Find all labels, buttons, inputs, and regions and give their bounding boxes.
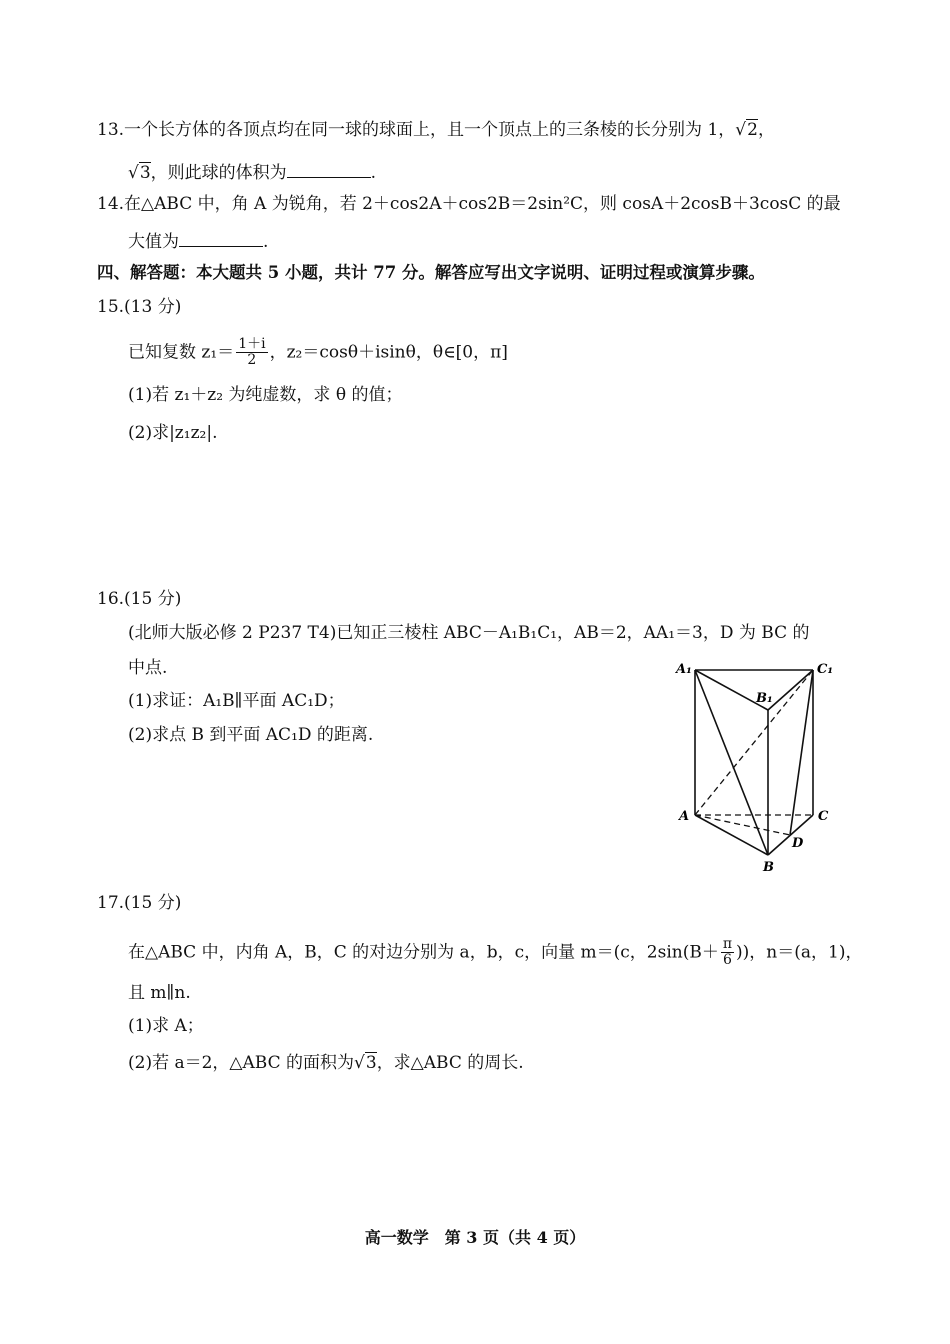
- q13-text-b: ，则此球的体积为: [150, 163, 287, 183]
- q17-stem: [128, 937, 862, 969]
- q17-header: 17.(15 分): [97, 893, 182, 913]
- q17-part2: [128, 1055, 524, 1072]
- q15-frac-den: 2: [247, 352, 257, 369]
- q17-fraction: [721, 937, 734, 969]
- q14-text-a: 在△ABC 中，角 A 为锐角，若 2＋cos2A＋cos2B＝2sin²C，则 cosA＋2cosB＋3cosC 的最: [124, 194, 841, 214]
- label-C: C: [818, 809, 829, 824]
- q16-header: 16.(15 分): [97, 589, 182, 609]
- label-D: D: [792, 836, 804, 851]
- q17-stem-a: 在△ABC 中，内角 A，B，C 的对边分别为 a，b，c，向量 m＝(c，2sin(B＋: [128, 942, 719, 963]
- q13-radicand-3: 3: [139, 163, 151, 183]
- q17-stem-c: 且 m∥n.: [128, 983, 191, 1003]
- q15-fraction: [236, 337, 267, 369]
- segment-AD-hidden: [695, 815, 790, 835]
- q17-stem-b: ))，n＝(a，1)，: [736, 942, 863, 963]
- label-C1: C₁: [817, 662, 834, 677]
- q13-end: .: [370, 163, 377, 183]
- q15-stem-a: 已知复数 z₁＝: [128, 342, 235, 363]
- page-footer: 高一数学 第 3 页（共 4 页）: [364, 1228, 586, 1247]
- q13-line1: [97, 122, 775, 139]
- q13-number: 13.: [97, 120, 125, 140]
- q17-frac-den: 6: [722, 952, 732, 969]
- label-B1: B₁: [756, 691, 773, 706]
- q13-answer-blank[interactable]: [287, 163, 371, 178]
- q16-stem-a: (北师大版必修 2 P237 T4)已知正三棱柱 ABC－A₁B₁C₁，AB＝2，AA₁＝3，D 为 BC 的: [128, 623, 810, 643]
- sqrt-symbol: √: [354, 1053, 365, 1073]
- section4-title: 四、解答题：本大题共 5 小题，共计 77 分。解答应写出文字说明、证明过程或演算步骤。: [97, 263, 765, 282]
- q14-line1: [97, 196, 841, 213]
- label-B: B: [763, 860, 774, 875]
- q17-radicand-3: 3: [365, 1053, 377, 1073]
- q15-stem-b: ，z₂＝cosθ＋isinθ，θ∈[0，π]: [269, 342, 508, 363]
- label-A1: A₁: [676, 662, 692, 677]
- q16-part2: (2)求点 B 到平面 AC₁D 的距离.: [128, 725, 374, 745]
- q13-line2: [128, 163, 376, 182]
- edge-B1C1: [768, 670, 813, 710]
- q13-radicand-2: 2: [747, 120, 758, 140]
- q14-text-b: 大值为: [128, 232, 179, 252]
- q14-line2: [128, 232, 268, 251]
- q17-part1: (1)求 A；: [128, 1016, 204, 1036]
- sqrt-symbol: √: [128, 163, 139, 183]
- q13-text-a: 一个长方体的各顶点均在同一球的球面上，且一个顶点上的三条棱的长分别为 1，: [124, 120, 736, 140]
- q15-frac-num: 1＋i: [238, 336, 266, 352]
- q15-stem: [128, 337, 508, 369]
- q17-part2-a: (2)若 a＝2，△ABC 的面积为: [128, 1053, 355, 1073]
- q14-end: .: [263, 232, 269, 252]
- q13-comma: ，: [757, 120, 775, 140]
- prism-figure: [668, 655, 844, 875]
- q17-frac-num: π: [722, 936, 733, 952]
- q16-part1: (1)求证：A₁B∥平面 AC₁D；: [128, 691, 345, 711]
- sqrt-symbol: √: [735, 120, 747, 140]
- label-A: A: [679, 809, 690, 824]
- q17-part2-b: ，求△ABC 的周长.: [376, 1053, 524, 1073]
- q14-answer-blank[interactable]: [179, 232, 263, 247]
- q15-part1: (1)若 z₁＋z₂ 为纯虚数，求 θ 的值；: [128, 385, 403, 405]
- q15-header: 15.(13 分): [97, 297, 182, 317]
- q15-part2: (2)求|z₁z₂|.: [128, 423, 218, 443]
- q14-number: 14.: [97, 194, 125, 214]
- edge-AB: [695, 815, 768, 855]
- q16-stem-b: 中点.: [128, 658, 168, 678]
